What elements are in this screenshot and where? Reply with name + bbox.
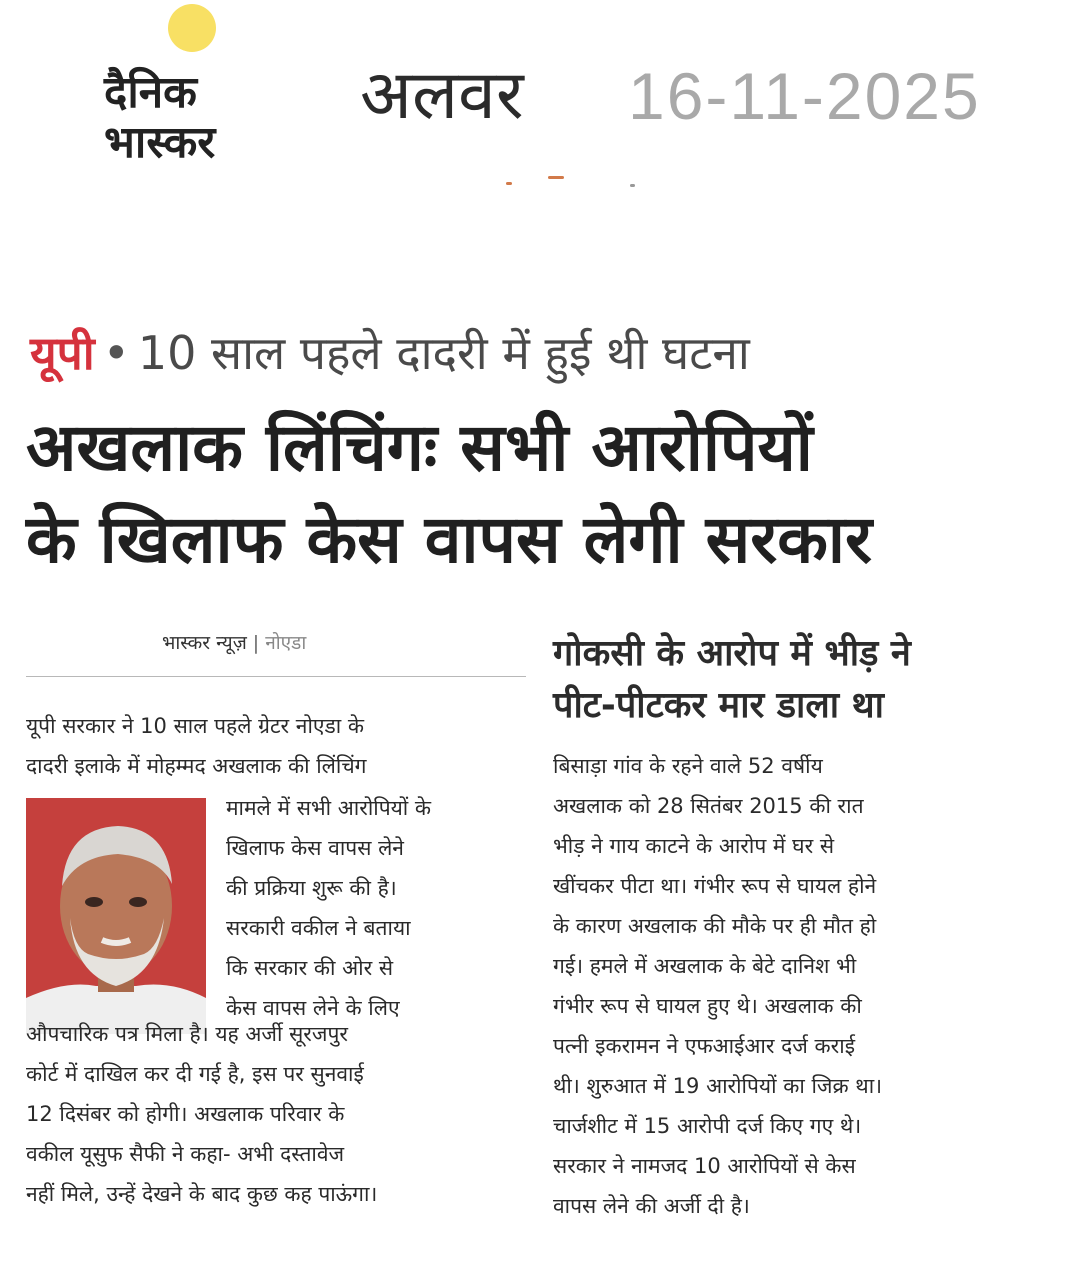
byline bbox=[162, 628, 306, 658]
body-line: वापस लेने की अर्जी दी है। bbox=[553, 1194, 750, 1218]
byline-separator: | bbox=[252, 632, 260, 654]
print-specks bbox=[500, 176, 660, 188]
edition-date: 16-11-2025 bbox=[628, 59, 981, 133]
article-body-left bbox=[26, 706, 524, 1206]
headline-line: के खिलाफ केस वापस लेगी सरकार bbox=[26, 501, 872, 578]
body-line: पत्नी इकरामन ने एफआईआर दर्ज कराई bbox=[553, 1034, 856, 1058]
body-line: कि सरकार की ओर से bbox=[226, 956, 394, 980]
body-line: केस वापस लेने के लिए bbox=[226, 996, 400, 1020]
body-line: की प्रक्रिया शुरू की है। bbox=[226, 876, 397, 900]
brand-name-line1: दैनिक bbox=[104, 67, 197, 118]
body-line: भीड़ ने गाय काटने के आरोप में घर से bbox=[553, 834, 835, 858]
byline-source: भास्कर न्यूज़ bbox=[162, 632, 247, 654]
article-body-right bbox=[553, 746, 1053, 1226]
body-line: थी। शुरुआत में 19 आरोपियों का जिक्र था। bbox=[553, 1074, 883, 1098]
body-line: औपचारिक पत्र मिला है। यह अर्जी सूरजपुर bbox=[26, 1022, 348, 1046]
body-line: बिसाड़ा गांव के रहने वाले 52 वर्षीय bbox=[553, 754, 823, 778]
body-wrap-beside-photo bbox=[226, 788, 524, 1028]
body-line: यूपी सरकार ने 10 साल पहले ग्रेटर नोएडा के bbox=[26, 714, 364, 738]
body-line: के कारण अखलाक की मौके पर ही मौत हो bbox=[553, 914, 877, 938]
body-line: वकील यूसुफ सैफी ने कहा- अभी दस्तावेज bbox=[26, 1142, 345, 1166]
brand-logo-sun bbox=[168, 4, 216, 52]
portrait-photo bbox=[26, 798, 206, 1034]
body-line: खींचकर पीटा था। गंभीर रूप से घायल होने bbox=[553, 874, 877, 898]
article-subheading bbox=[553, 628, 1053, 732]
body-line: सरकारी वकील ने बताया bbox=[226, 916, 411, 940]
body-line: 12 दिसंबर को होगी। अखलाक परिवार के bbox=[26, 1102, 345, 1126]
kicker-separator-dot: • bbox=[102, 326, 130, 380]
region-tag: यूपी bbox=[30, 326, 95, 380]
body-line: अखलाक को 28 सितंबर 2015 की रात bbox=[553, 794, 864, 818]
newspaper-logo bbox=[104, 68, 294, 168]
article-headline bbox=[26, 402, 1056, 586]
body-below-photo bbox=[26, 1014, 524, 1214]
body-line: सरकार ने नामजद 10 आरोपियों से केस bbox=[553, 1154, 856, 1178]
body-line: चार्जशीट में 15 आरोपी दर्ज किए गए थे। bbox=[553, 1114, 862, 1138]
body-line: दादरी इलाके में मोहम्मद अखलाक की लिंचिंग bbox=[26, 754, 367, 778]
kicker-text: 10 साल पहले दादरी में हुई थी घटना bbox=[137, 326, 750, 380]
subheading-line: गोकसी के आरोप में भीड़ ने bbox=[553, 633, 911, 674]
byline-location: नोएडा bbox=[265, 632, 307, 654]
body-line: मामले में सभी आरोपियों के bbox=[226, 796, 432, 820]
byline-divider bbox=[26, 676, 526, 677]
body-line: नहीं मिले, उन्हें देखने के बाद कुछ कह पाऊंगा। bbox=[26, 1182, 378, 1206]
body-line: गई। हमले में अखलाक के बेटे दानिश भी bbox=[553, 954, 857, 978]
headline-line: अखलाक लिंचिंगः सभी आरोपियों bbox=[26, 409, 813, 486]
body-line: गंभीर रूप से घायल हुए थे। अखलाक की bbox=[553, 994, 862, 1018]
article-kicker bbox=[30, 318, 1060, 388]
edition-name: अलवर bbox=[360, 56, 524, 135]
portrait-illustration bbox=[26, 798, 206, 1034]
body-line: कोर्ट में दाखिल कर दी गई है, इस पर सुनवाई bbox=[26, 1062, 364, 1086]
brand-name-line2: भास्कर bbox=[104, 117, 216, 168]
subheading-line: पीट-पीटकर मार डाला था bbox=[553, 685, 884, 726]
body-line: खिलाफ केस वापस लेने bbox=[226, 836, 404, 860]
